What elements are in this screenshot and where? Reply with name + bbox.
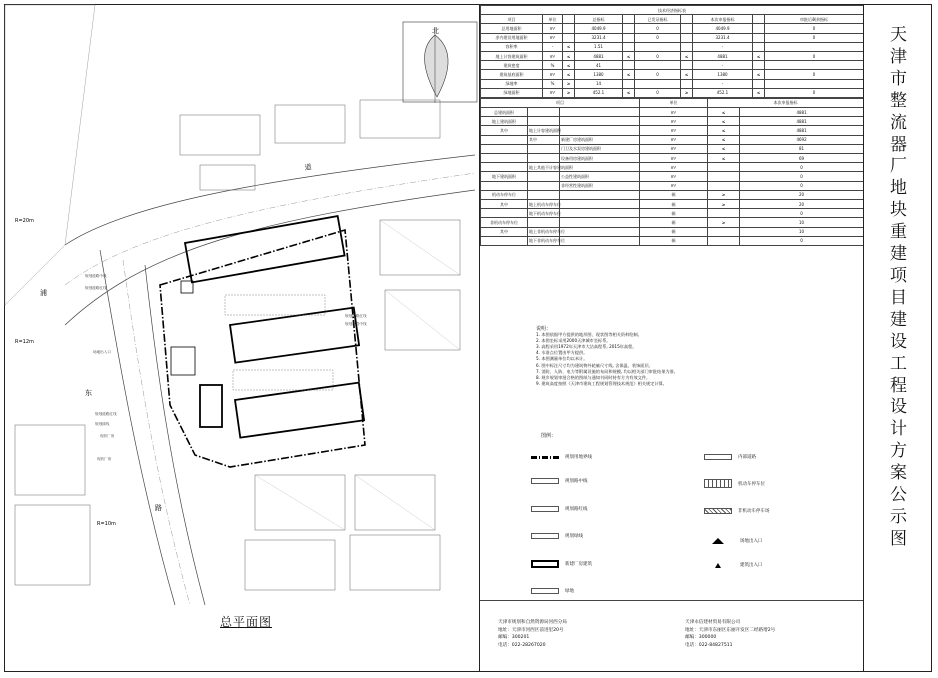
legend-item-bike bbox=[704, 508, 770, 514]
table-cell: ≤ bbox=[708, 108, 740, 117]
legend-item-green bbox=[531, 588, 574, 594]
table-cell bbox=[560, 126, 640, 135]
note-item: 1. 本图依据甲方提供的地形图、现状图等相关资料绘制。 bbox=[536, 332, 642, 338]
table-cell: 总建筑面积 bbox=[481, 108, 528, 117]
table-cell: 地下非机动车停车位 bbox=[528, 236, 560, 245]
table-cell: 0 bbox=[635, 70, 681, 79]
legend-label: 机动车停车位 bbox=[738, 481, 765, 487]
svg-text:场地出入口: 场地出入口 bbox=[93, 350, 111, 354]
table-cell: 辆 bbox=[640, 199, 708, 208]
table-cell: 净内建设用地面积 bbox=[481, 33, 543, 42]
site-entrance-icon bbox=[712, 538, 724, 544]
legend-item-site-entrance bbox=[712, 538, 763, 544]
title-block bbox=[863, 5, 933, 671]
table-cell: 0 bbox=[740, 163, 864, 172]
detail-table-row bbox=[481, 117, 864, 126]
table-cell: m² bbox=[640, 117, 708, 126]
table-cell bbox=[560, 190, 640, 199]
index-table-row bbox=[481, 24, 864, 33]
table-cell: 地上机动车停车位 bbox=[528, 199, 560, 208]
table-cell: 0 bbox=[635, 88, 681, 97]
table-cell: ≤ bbox=[681, 51, 693, 60]
note-item: 7. 消防、人防、电力等附属设施的布局和规模, 均以相关部门审批结果为准。 bbox=[536, 368, 678, 374]
table-cell bbox=[560, 236, 640, 245]
table-cell: % bbox=[543, 79, 563, 88]
table-cell bbox=[528, 154, 560, 163]
table-cell bbox=[708, 209, 740, 218]
table-cell bbox=[681, 15, 693, 24]
radius-label: R=10m bbox=[97, 521, 116, 527]
table-cell: 4049.9 bbox=[575, 24, 623, 33]
detail-table-row bbox=[481, 154, 864, 163]
plan-caption: 总平面图 bbox=[220, 615, 273, 629]
table-cell bbox=[753, 79, 765, 88]
table-cell: 3231.4 bbox=[693, 33, 753, 42]
table-cell: 单位 bbox=[543, 15, 563, 24]
table-cell bbox=[560, 209, 640, 218]
table-cell: 0 bbox=[740, 209, 864, 218]
bike-parking-icon bbox=[704, 508, 732, 514]
site-plan-drawing bbox=[5, 5, 479, 605]
table-cell: 辆 bbox=[640, 209, 708, 218]
note-item: 8. 规乡规划审批合格的图纸与通知书同时持有方为有效文件。 bbox=[536, 374, 651, 380]
north-arrow-icon bbox=[403, 22, 477, 103]
legend-item-building bbox=[531, 560, 592, 568]
table-cell: 1380 bbox=[575, 70, 623, 79]
detail-table-row bbox=[481, 236, 864, 245]
parking-icon bbox=[704, 479, 732, 488]
note-item: 6. 图中标注尺寸均为建筑物外轮廓尺寸线, 含保温、装饰面层。 bbox=[536, 362, 653, 368]
legend-label: 规划绿线 bbox=[565, 534, 583, 539]
table-cell bbox=[528, 117, 560, 126]
note-item: 4. 水准点位置由甲方提供。 bbox=[536, 350, 588, 356]
table-cell bbox=[623, 79, 635, 88]
table-cell: ≤ bbox=[623, 88, 635, 97]
table-cell: 14 bbox=[575, 79, 623, 88]
table-cell: 地下建筑面积 bbox=[481, 172, 528, 181]
greenline-icon bbox=[531, 533, 559, 539]
table-cell bbox=[753, 15, 765, 24]
internal-road-icon bbox=[704, 454, 732, 460]
table-cell bbox=[753, 42, 765, 51]
table-cell bbox=[681, 42, 693, 51]
table-cell bbox=[560, 199, 640, 208]
table-cell: 0 bbox=[635, 24, 681, 33]
legend-item-building-entrance bbox=[715, 562, 763, 568]
table-cell: 其中 bbox=[481, 227, 528, 236]
table-cell: m² bbox=[640, 154, 708, 163]
table-cell bbox=[528, 218, 560, 227]
project-title: 天 津 市 整 流 器 厂 地 块 重 建 项 目 建 设 工 程 设 计 方 案 公 示 图 bbox=[890, 25, 907, 549]
legend-item-parking bbox=[704, 479, 765, 488]
table-cell: m² bbox=[640, 135, 708, 144]
contact-line: 地址：天津市东丽区东丽开发区二经路增2号 bbox=[685, 627, 776, 633]
table-cell bbox=[681, 33, 693, 42]
svg-text:现状厂房: 现状厂房 bbox=[100, 434, 115, 438]
legend-item-internal-road bbox=[704, 454, 756, 460]
table-cell: ≤ bbox=[753, 51, 765, 60]
road-label-south: 路 bbox=[155, 504, 162, 512]
table-cell bbox=[481, 154, 528, 163]
table-cell: 绿地面积 bbox=[481, 88, 543, 97]
table-cell: m² bbox=[640, 181, 708, 190]
table-cell: 10 bbox=[740, 227, 864, 236]
table-cell: 其中 bbox=[481, 199, 528, 208]
legend bbox=[489, 432, 863, 602]
table-cell: m² bbox=[543, 33, 563, 42]
table-cell: 0 bbox=[635, 51, 681, 60]
design-notes bbox=[536, 326, 856, 387]
legend-title: 图例： bbox=[541, 433, 557, 439]
table-cell: 建筑基底面积 bbox=[481, 70, 543, 79]
table-cell bbox=[528, 108, 560, 117]
table-cell: 地下机动车停车位 bbox=[528, 209, 560, 218]
index-table-row bbox=[481, 88, 864, 97]
table-cell bbox=[708, 227, 740, 236]
table-cell: 总指标 bbox=[575, 15, 623, 24]
table-cell: 0 bbox=[765, 24, 864, 33]
table-cell: 452.1 bbox=[575, 88, 623, 97]
table-cell bbox=[481, 236, 528, 245]
table-cell: 辆 bbox=[640, 236, 708, 245]
table-cell bbox=[623, 15, 635, 24]
table-cell bbox=[681, 79, 693, 88]
contact-info bbox=[480, 600, 863, 672]
table-cell bbox=[708, 163, 740, 172]
table-cell: m² bbox=[543, 70, 563, 79]
table-cell: 地上计容建筑面积 bbox=[528, 126, 560, 135]
svg-text:规划道路红线: 规划道路红线 bbox=[345, 314, 367, 318]
table-cell: 容积率 bbox=[481, 42, 543, 51]
index-table-row bbox=[481, 33, 864, 42]
legend-label: 规划用地界线 bbox=[565, 455, 592, 460]
table-cell: 审批后剩余指标 bbox=[765, 15, 864, 24]
legend-label: 规划路红线 bbox=[565, 507, 588, 512]
index-table-row bbox=[481, 42, 864, 51]
table-cell: ≤ bbox=[563, 61, 575, 70]
table-cell bbox=[765, 79, 864, 88]
table-cell: 1.51 bbox=[575, 42, 623, 51]
table-cell: 0 bbox=[635, 33, 681, 42]
table-cell: 门卫及水泵房建筑面积 bbox=[560, 144, 640, 153]
table-cell: 其中 bbox=[481, 126, 528, 135]
table-cell: ≤ bbox=[708, 135, 740, 144]
table-cell: ≤ bbox=[753, 70, 765, 79]
table-cell bbox=[708, 236, 740, 245]
table-cell bbox=[528, 144, 560, 153]
table-cell bbox=[681, 61, 693, 70]
north-label: 北 bbox=[432, 27, 439, 35]
contact-left bbox=[498, 619, 567, 649]
table-cell: 辆 bbox=[640, 190, 708, 199]
table-cell: 非经营性建筑面积 bbox=[560, 181, 640, 190]
index-table-row bbox=[481, 79, 864, 88]
table-cell bbox=[635, 61, 681, 70]
building-outline-icon bbox=[531, 560, 559, 568]
detail-table-row bbox=[481, 181, 864, 190]
table-cell bbox=[708, 172, 740, 181]
index-table-row bbox=[481, 51, 864, 60]
detail-table-row bbox=[481, 135, 864, 144]
detail-table-row bbox=[481, 144, 864, 153]
detail-table-row bbox=[481, 218, 864, 227]
table-cell bbox=[681, 24, 693, 33]
table-cell: ≤ bbox=[708, 126, 740, 135]
table-cell: 其中 bbox=[528, 135, 560, 144]
table-cell: 4881 bbox=[740, 126, 864, 135]
legend-label: 场地出入口 bbox=[740, 539, 763, 544]
table-cell: 单位 bbox=[640, 98, 708, 107]
table-cell: 设备用房建筑面积 bbox=[560, 154, 640, 163]
table-cell: 20 bbox=[740, 190, 864, 199]
index-table-header bbox=[481, 15, 864, 24]
note-item: 9. 建筑高度按照《天津市建筑工程规划管理技术规范》相关规定计算。 bbox=[536, 380, 667, 386]
table-cell: 1380 bbox=[693, 70, 753, 79]
table-cell: 69 bbox=[740, 154, 864, 163]
table-cell: 本次申报指标 bbox=[693, 15, 753, 24]
legend-label: 非机动车停车场 bbox=[738, 509, 770, 514]
table-cell: 绿地率 bbox=[481, 79, 543, 88]
table-cell: 项目 bbox=[481, 15, 543, 24]
table-cell: 0 bbox=[740, 172, 864, 181]
contact-line: 电话：022-28267020 bbox=[498, 642, 546, 648]
table-cell bbox=[481, 163, 528, 172]
table-cell: ≤ bbox=[563, 70, 575, 79]
table-cell: ≤ bbox=[623, 51, 635, 60]
table-cell bbox=[708, 181, 740, 190]
table-cell bbox=[528, 172, 560, 181]
table-cell bbox=[765, 42, 864, 51]
technical-index-table bbox=[480, 5, 863, 246]
legend-item-centerline bbox=[531, 478, 588, 484]
table-cell: 4881 bbox=[693, 51, 753, 60]
detail-table-row bbox=[481, 209, 864, 218]
table-cell bbox=[528, 181, 560, 190]
detail-table-row bbox=[481, 108, 864, 117]
centerline-icon bbox=[531, 478, 559, 484]
table-cell: - bbox=[543, 42, 563, 51]
site-plan-panel bbox=[5, 5, 480, 671]
table-cell: m² bbox=[543, 51, 563, 60]
table-cell: ≤ bbox=[708, 117, 740, 126]
table-cell: m² bbox=[543, 24, 563, 33]
svg-text:规划道路中线: 规划道路中线 bbox=[85, 274, 107, 278]
table-cell: m² bbox=[640, 108, 708, 117]
table-cell: ≤ bbox=[708, 154, 740, 163]
table-cell bbox=[765, 61, 864, 70]
table-cell: 20 bbox=[740, 199, 864, 208]
table-cell: ≤ bbox=[623, 70, 635, 79]
svg-text:规划道路中线: 规划道路中线 bbox=[345, 322, 367, 326]
radius-label: R=12m bbox=[15, 339, 34, 345]
index-table-row bbox=[481, 70, 864, 79]
table-cell: 已发证指标 bbox=[635, 15, 681, 24]
table-cell: 4881 bbox=[575, 51, 623, 60]
table-cell: 辆 bbox=[640, 218, 708, 227]
table-cell: 辆 bbox=[640, 227, 708, 236]
table-cell: ≤ bbox=[708, 144, 740, 153]
table-cell bbox=[753, 61, 765, 70]
table-cell bbox=[560, 117, 640, 126]
table-cell: 新建厂房建筑面积 bbox=[560, 135, 640, 144]
table-cell: ≥ bbox=[708, 199, 740, 208]
table-cell: - bbox=[693, 42, 753, 51]
table-cell: 4692 bbox=[740, 135, 864, 144]
table-cell bbox=[560, 227, 640, 236]
detail-table-row bbox=[481, 199, 864, 208]
table-cell: ≤ bbox=[563, 42, 575, 51]
svg-text:规划道路红线: 规划道路红线 bbox=[85, 286, 107, 290]
table-cell: 0 bbox=[740, 181, 864, 190]
table-cell: 0 bbox=[765, 70, 864, 79]
legend-item-redline bbox=[531, 506, 588, 512]
radius-label: R=20m bbox=[15, 218, 34, 224]
svg-text:规划绿线: 规划绿线 bbox=[95, 422, 110, 426]
table-cell: 项目 bbox=[481, 98, 640, 107]
table-cell: 地上其他不计容建筑面积 bbox=[528, 163, 560, 172]
road-label-east: 东 bbox=[85, 389, 92, 397]
detail-table-header bbox=[481, 98, 864, 107]
contact-line: 电话：022-84827511 bbox=[685, 642, 733, 648]
table-cell: 非机动车停车位 bbox=[481, 218, 528, 227]
note-item: 2. 本图坐标采用2000天津城市坐标系。 bbox=[536, 338, 611, 344]
detail-table-row bbox=[481, 190, 864, 199]
table-cell: 机动车停车位 bbox=[481, 190, 528, 199]
table-cell bbox=[563, 15, 575, 24]
building-entrance-icon bbox=[715, 563, 721, 568]
table-cell: 0 bbox=[740, 236, 864, 245]
table-cell: 3231.4 bbox=[575, 33, 623, 42]
table-cell: 公益性建筑面积 bbox=[560, 172, 640, 181]
note-item: 3. 高程采用1972年天津市大沽高程系, 2015年高程。 bbox=[536, 344, 637, 350]
svg-text:规划道路红线: 规划道路红线 bbox=[95, 412, 117, 416]
notes-title: 说明： bbox=[536, 326, 552, 332]
road-label-north: 道 bbox=[303, 162, 313, 172]
table-cell: 地上非机动车停车位 bbox=[528, 227, 560, 236]
green-area-icon bbox=[531, 588, 559, 594]
table-cell: 本次申报指标 bbox=[708, 98, 864, 107]
legend-label: 内部道路 bbox=[738, 455, 756, 460]
table-cell: % bbox=[543, 61, 563, 70]
table-cell bbox=[560, 218, 640, 227]
road-label-west: 浦 bbox=[40, 289, 47, 297]
table-cell bbox=[753, 24, 765, 33]
table-cell: 地上计容建筑面积 bbox=[481, 51, 543, 60]
table-cell bbox=[635, 42, 681, 51]
table-cell: ≥ bbox=[563, 88, 575, 97]
table-cell bbox=[481, 144, 528, 153]
table-cell: ≥ bbox=[563, 79, 575, 88]
table-cell bbox=[623, 24, 635, 33]
table-cell: m² bbox=[640, 144, 708, 153]
table-cell bbox=[623, 61, 635, 70]
table-cell: 地上建筑面积 bbox=[481, 117, 528, 126]
table-cell: 总用地面积 bbox=[481, 24, 543, 33]
detail-table-row bbox=[481, 126, 864, 135]
table-cell bbox=[623, 42, 635, 51]
table-cell bbox=[481, 135, 528, 144]
table-cell: 452.1 bbox=[693, 88, 753, 97]
table-cell: 81 bbox=[740, 144, 864, 153]
table-cell: m² bbox=[640, 163, 708, 172]
boundary-line-icon bbox=[531, 456, 559, 459]
table-cell: 10 bbox=[740, 218, 864, 227]
table-cell: m² bbox=[640, 126, 708, 135]
table-cell: - bbox=[693, 61, 753, 70]
legend-label: 绿地 bbox=[565, 589, 574, 594]
index-table-row bbox=[481, 61, 864, 70]
legend-label: 建筑出入口 bbox=[740, 563, 763, 568]
contact-right bbox=[685, 619, 775, 649]
table-cell bbox=[635, 79, 681, 88]
table-cell: 0 bbox=[765, 51, 864, 60]
table-cell: ≥ bbox=[681, 88, 693, 97]
contact-line: 天津市规划和自然资源局河西分局 bbox=[498, 620, 567, 625]
table-cell bbox=[753, 33, 765, 42]
table-cell bbox=[563, 33, 575, 42]
table-cell: - bbox=[693, 79, 753, 88]
table-cell: 4881 bbox=[740, 108, 864, 117]
table-cell: m² bbox=[543, 88, 563, 97]
contact-line: 邮编：300201 bbox=[498, 635, 530, 640]
table-cell bbox=[623, 33, 635, 42]
table-cell: 41 bbox=[575, 61, 623, 70]
table-cell: ≤ bbox=[753, 88, 765, 97]
detail-table-row bbox=[481, 227, 864, 236]
table-cell: ≤ bbox=[563, 51, 575, 60]
table-cell: ≤ bbox=[681, 70, 693, 79]
svg-text:现状厂房: 现状厂房 bbox=[97, 457, 112, 461]
table-cell bbox=[481, 209, 528, 218]
table-cell: m² bbox=[640, 172, 708, 181]
legend-item-greenline bbox=[531, 533, 583, 539]
table-cell bbox=[560, 108, 640, 117]
contact-line: 地址：天津市河西区前进里20号 bbox=[498, 627, 564, 633]
note-item: 5. 本图测量单位均以米计。 bbox=[536, 356, 588, 362]
table-cell bbox=[563, 24, 575, 33]
table-cell: 4049.9 bbox=[693, 24, 753, 33]
table-cell: 0 bbox=[765, 33, 864, 42]
detail-table-row bbox=[481, 172, 864, 181]
index-table-title: 技术经济指标表 bbox=[481, 6, 864, 15]
contact-line: 邮编：300000 bbox=[685, 635, 717, 640]
redline-icon bbox=[531, 506, 559, 512]
table-cell: 4881 bbox=[740, 117, 864, 126]
table-cell bbox=[528, 190, 560, 199]
table-cell: ≥ bbox=[708, 218, 740, 227]
table-cell bbox=[481, 181, 528, 190]
legend-label: 规划路中线 bbox=[565, 479, 588, 484]
table-cell: ≥ bbox=[708, 190, 740, 199]
legend-label: 新建厂房建筑 bbox=[565, 562, 592, 567]
detail-table-row bbox=[481, 163, 864, 172]
table-cell: 0 bbox=[765, 88, 864, 97]
table-cell: 建筑密度 bbox=[481, 61, 543, 70]
contact-line: 天津永信建材贸易有限公司 bbox=[685, 620, 741, 625]
legend-item-boundary bbox=[531, 454, 592, 460]
